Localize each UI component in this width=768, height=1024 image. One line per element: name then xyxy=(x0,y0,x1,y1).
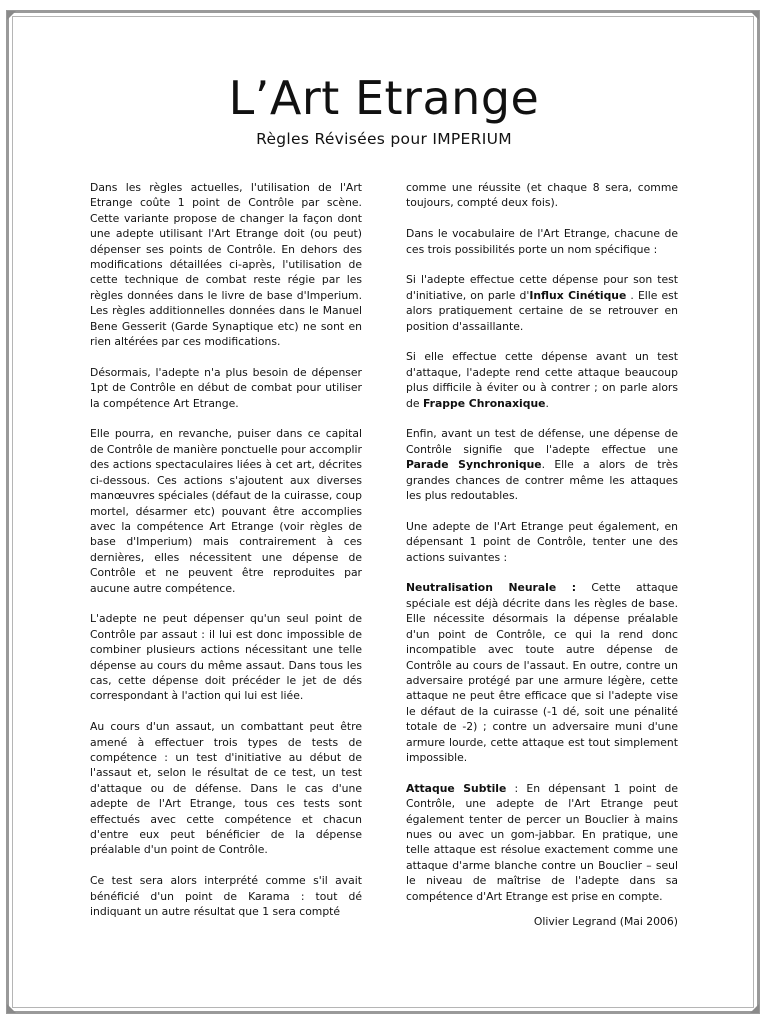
paragraph-text: . Elle est alors pratiquement certaine de se retrouver en position d'assaillante. xyxy=(406,288,678,333)
paragraph: Au cours d'un assaut, un combattant peut être amené à effectuer trois types de tests de compétence : un test d'initiative au début de l'assaut et, selon le résultat de ce test, un test d'attaque ou de défense. Dans le cas d'une adepte de l'Art Etrange, tous ces tests sont effectués avec cette compétence et chacun d'entre eux peut bénéficier de la dépense préalable d'un point de Contrôle. xyxy=(90,720,362,857)
paragraph: Désormais, l'adepte n'a plus besoin de dépenser 1pt de Contrôle en début de combat pour utiliser la compétence Art Etrange. xyxy=(90,365,362,410)
paragraph-text: Enfin, avant un test de défense, une dépense de Contrôle signifie que l'adepte effectue une xyxy=(406,427,678,456)
left-column xyxy=(90,180,362,935)
paragraph xyxy=(406,580,678,765)
paragraph: Dans le vocabulaire de l'Art Etrange, chacune de ces trois possibilités porte un nom spécifique : xyxy=(406,227,678,256)
term-neutralisation-neurale: Neutralisation Neurale : xyxy=(406,581,577,595)
term-attaque-subtile: Attaque Subtile xyxy=(406,781,507,795)
corner-ornament-top-left xyxy=(7,11,16,20)
paragraph: Dans les règles actuelles, l'utilisation de l'Art Etrange coûte 1 point de Contrôle par scène. Cette variante propose de changer la façon dont une adepte utilisant l'Art Etrange doit (ou peut) dépenser ses points de Contrôle. En dehors des modifications détaillées ci-après, l'utilisation de cette technique de combat reste régie par les règles données dans le livre de base d'Imperium. Les règles additionnelles données dans le Manuel Bene Gesserit (Garde Synaptique etc) ne sont en rien altérées par ces modifications. xyxy=(90,181,362,349)
corner-ornament-bottom-right xyxy=(750,1004,759,1013)
paragraph: Ce test sera alors interprété comme s'il avait bénéficié d'un point de Karama : tout dé indiquant un autre résultat que 1 sera compté xyxy=(90,874,362,919)
document-subtitle: Règles Révisées pour IMPERIUM xyxy=(256,130,512,148)
paragraph: L'adepte ne peut dépenser qu'un seul point de Contrôle par assaut : il lui est donc impossible de combiner plusieurs actions nécessitant une telle dépense au cours du même assaut. Dans tous les cas, cette dépense doit précéder le jet de dés correspondant à l'action qui lui est liée. xyxy=(90,612,362,703)
paragraph xyxy=(406,426,678,503)
term-influx-cinetique: Influx Cinétique xyxy=(529,288,627,302)
corner-ornament-bottom-left xyxy=(7,1004,16,1013)
term-parade-synchronique: Parade Synchronique xyxy=(406,458,542,472)
author-signature: Olivier Legrand (Mai 2006) xyxy=(533,915,678,928)
paragraph-text: : En dépensant 1 point de Contrôle, une adepte de l'Art Etrange peut également tenter de percer un Bouclier à mains nues ou avec un gom-jabbar. En pratique, une telle attaque est résolue exactement comme une attaque d'arme blanche contre un Bouclier – seul le niveau de maîtrise de l'adepte dans sa compétence d'Art Etrange est prise en compte. xyxy=(406,781,678,903)
paragraph: comme une réussite (et chaque 8 sera, comme toujours, compté deux fois). xyxy=(406,181,678,210)
paragraph xyxy=(406,781,678,904)
paragraph xyxy=(406,272,678,334)
paragraph-text: Cette attaque spéciale est déjà décrite dans les règles de base. Elle nécessite désormais la dépense préalable d'un point de Contrôle, ce qui la rend donc incompatible avec toute autre dépense de Contrôle au cours de l'assaut. En outre, contre un adversaire protégé par une armure légère, cette attaque ne peut être efficace que si l'adepte vise le défaut de la cuirasse (-1 dé, soit une pénalité totale de -2) ; contre un adversaire muni d'une armure lourde, cette attaque est tout simplement impossible. xyxy=(406,581,678,764)
paragraph-text: Si l'adepte effectue cette dépense pour son test d'initiative, on parle d' xyxy=(406,273,678,302)
paragraph xyxy=(406,349,678,411)
document-title: L’Art Etrange xyxy=(228,71,540,125)
paragraph-text: . Elle a alors de très grandes chances de contrer même les attaques les plus redoutables. xyxy=(406,458,678,503)
paragraph-text: Si elle effectue cette dépense avant un test d'attaque, l'adepte rend cette attaque beaucoup plus difficile à éviter ou à contrer ; on parle alors de xyxy=(406,350,678,410)
corner-ornament-top-right xyxy=(750,11,759,20)
paragraph: Une adepte de l'Art Etrange peut également, en dépensant 1 point de Contrôle, tenter une des actions suivantes : xyxy=(406,519,678,564)
term-frappe-chronaxique: Frappe Chronaxique xyxy=(422,396,546,410)
paragraph-text: . xyxy=(545,396,549,410)
paragraph: Elle pourra, en revanche, puiser dans ce capital de Contrôle de manière ponctuelle pour accomplir des actions spectaculaires liées à cet art, décrites ci-dessous. Ces actions s'ajoutent aux diverses manœuvres spéciales (défaut de la cuirasse, coup mortel, désarmer etc) pouvant être accomplies avec la compétence Art Etrange (voir règles de base d'Imperium) mais contrairement à ces dernières, elles nécessitent une dépense de Contrôle et ne peuvent être reproduites par aucune autre compétence. xyxy=(90,427,362,595)
right-column xyxy=(406,180,678,919)
